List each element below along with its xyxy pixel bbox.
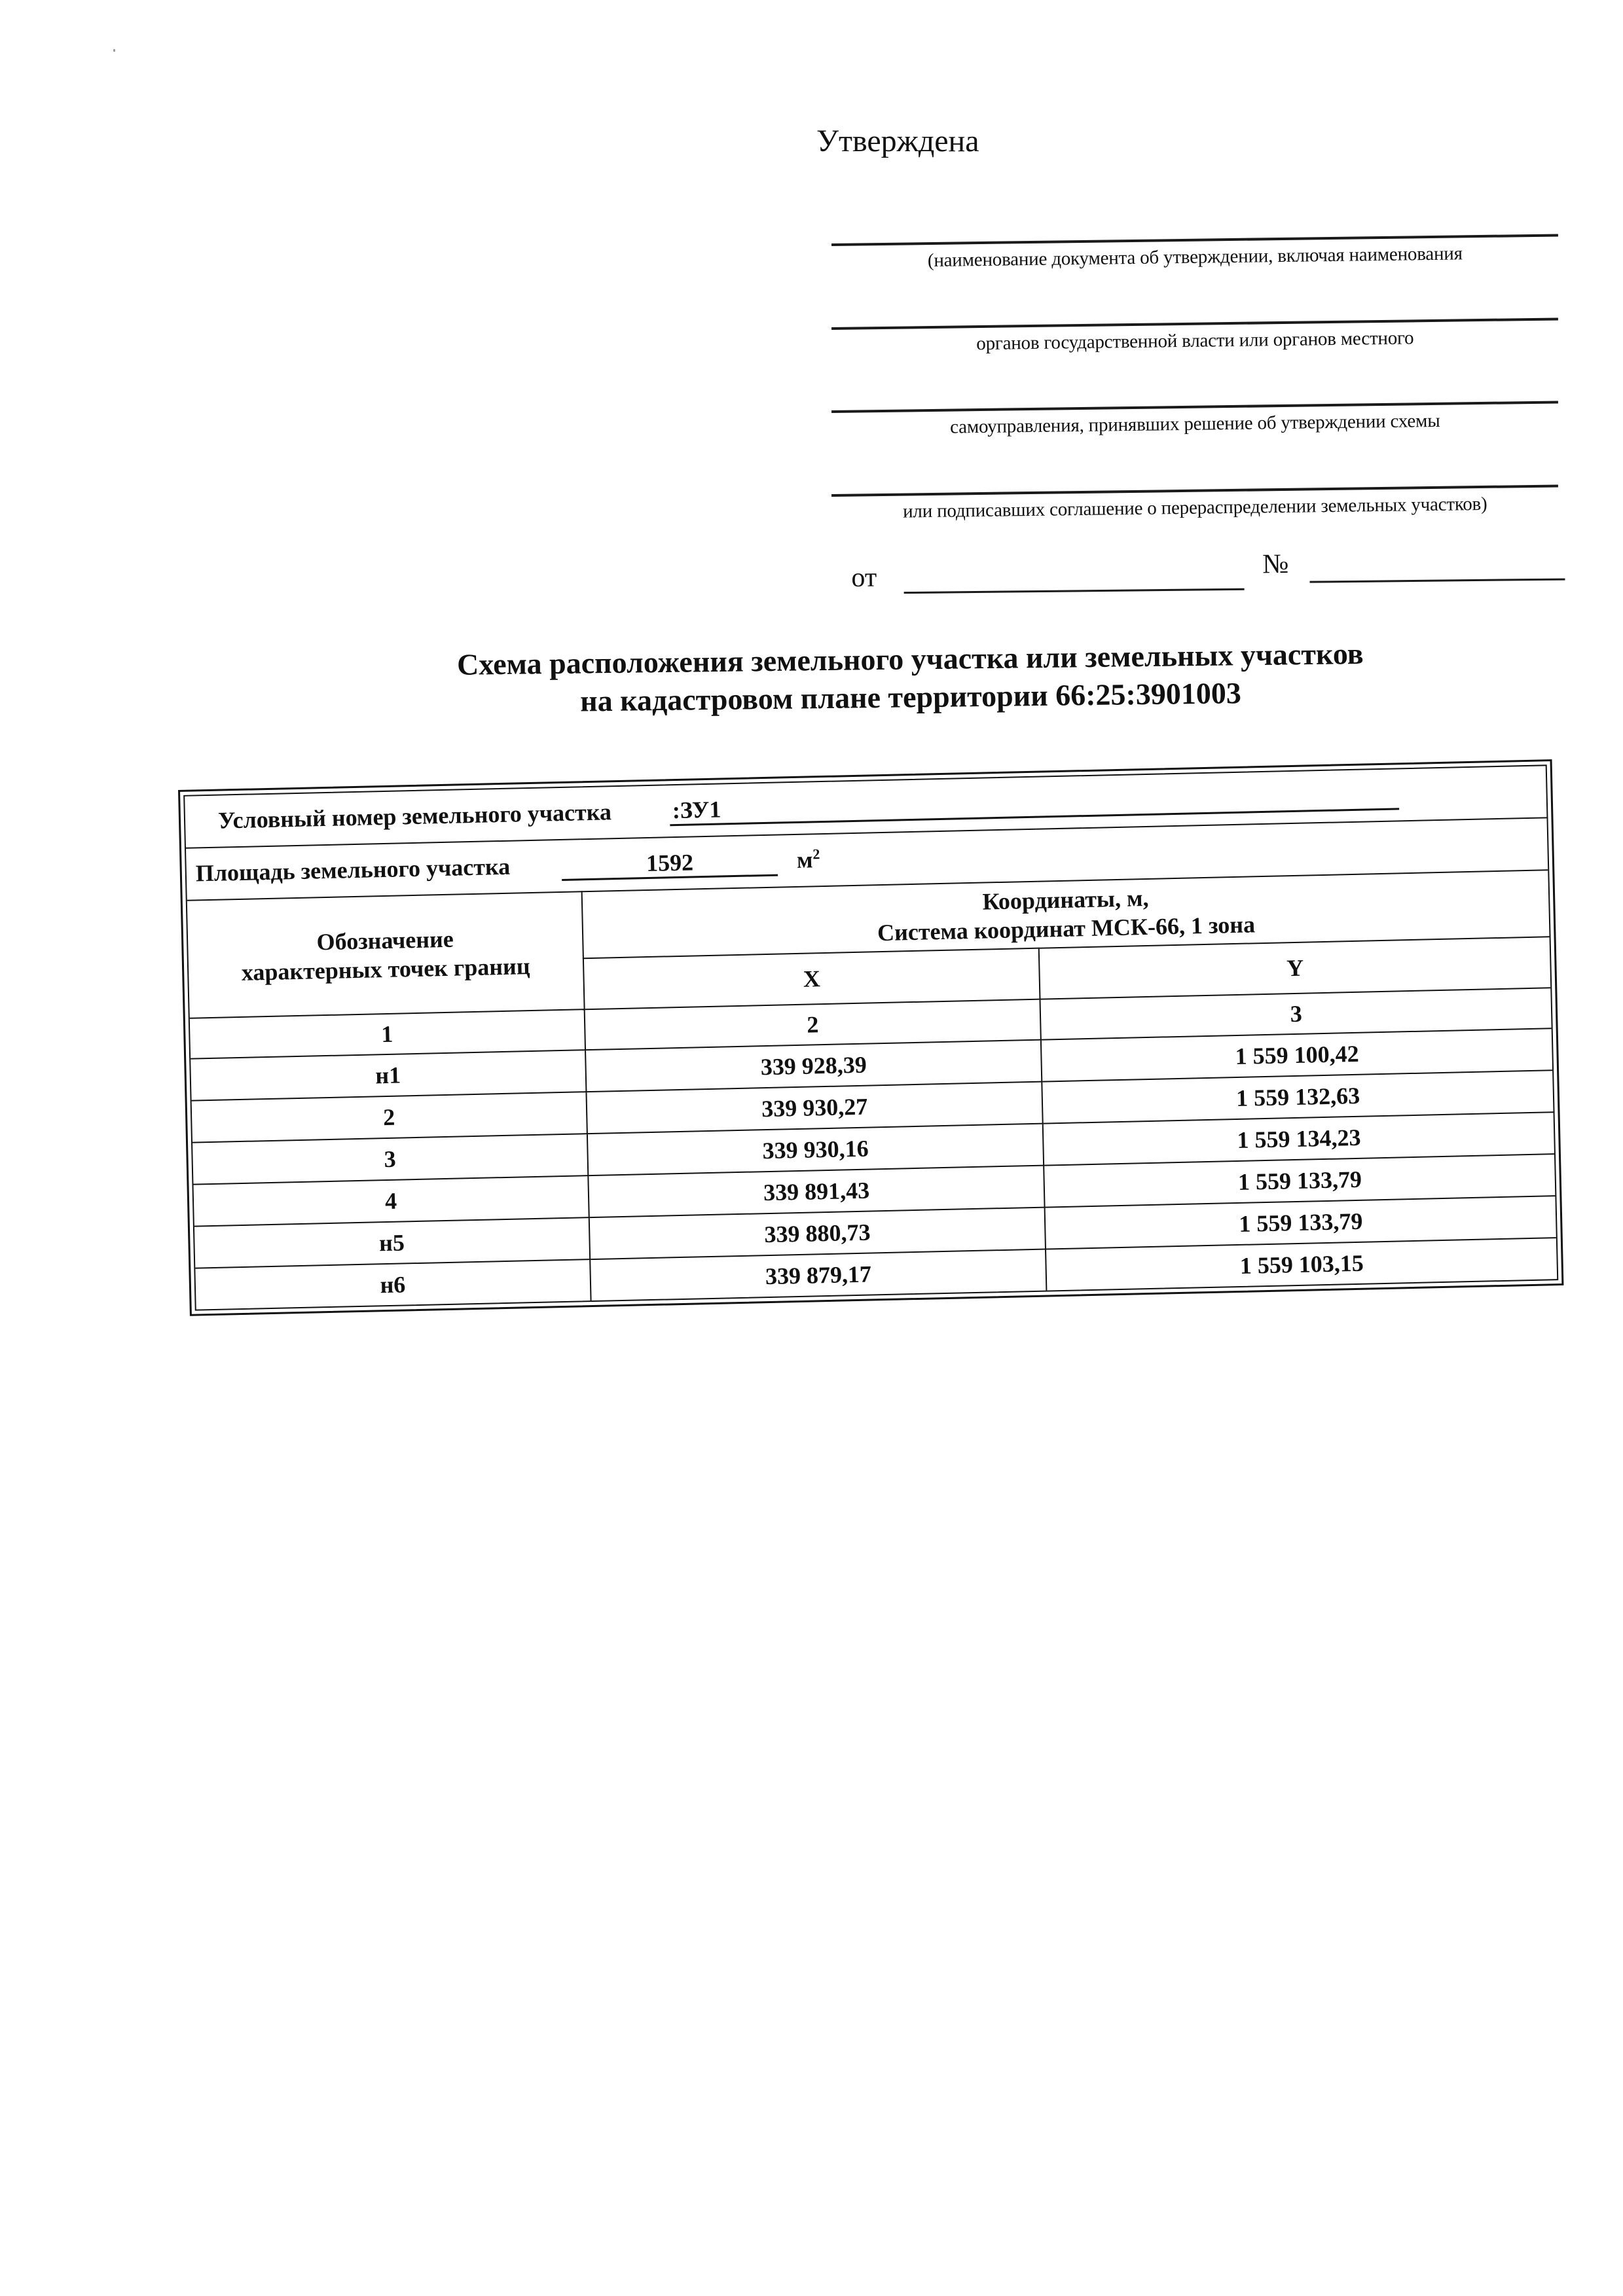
point-name: 2 [192,1092,587,1142]
parcel-id-value: :ЗУ1 [669,780,1399,826]
point-header-line-2: характерных точек границ [241,953,530,986]
y-coordinate: 1 559 134,23 [1043,1112,1554,1165]
date-blank-field[interactable] [904,588,1245,594]
approval-heading: Утверждена [816,124,979,158]
column-number-2: 2 [585,999,1042,1050]
point-name: н6 [195,1259,591,1309]
approval-caption-4: или подписавших соглашение о перераспределении земельных участков) [902,493,1487,522]
point-name: 4 [193,1175,589,1226]
x-coordinate: 339 879,17 [590,1249,1047,1301]
coordinates-table-inner-frame [183,764,1558,1310]
from-label: от [851,562,877,593]
approval-line-1 [831,234,1558,273]
point-name: н1 [191,1050,586,1100]
y-coordinate: 1 559 132,63 [1042,1070,1554,1123]
number-blank-field[interactable] [1309,579,1565,583]
approval-line-3 [831,401,1558,440]
point-designation-header [187,891,585,1018]
number-sign: № [1262,549,1289,580]
x-coordinate: 339 928,39 [585,1040,1042,1092]
approval-date-number-row [851,546,1565,599]
point-name: н5 [194,1217,590,1268]
area-unit-text: м [796,846,813,873]
x-coordinate: 339 930,16 [587,1124,1044,1176]
approval-line-4 [831,484,1558,524]
title-line-1: Схема расположения земельного участка или земельных участков [456,636,1364,681]
x-coordinate: 339 880,73 [589,1208,1046,1260]
coordinates-table [185,766,1557,1309]
parcel-area-value: 1592 [562,846,778,880]
x-coordinate: 339 891,43 [588,1166,1045,1218]
title-line-2: на кадастровом плане территории 66:25:3901003 [579,676,1242,718]
approval-caption-3: самоуправления, принявших решение об утверждении схемы [949,410,1440,438]
parcel-area-unit [797,846,820,873]
approval-caption-1: (наименование документа об утверждении, включая наименования [927,243,1463,272]
parcel-area-label: Площадь земельного участка [195,853,511,886]
column-number-3: 3 [1040,988,1552,1039]
document-title [288,633,1533,724]
y-coordinate: 1 559 133,79 [1044,1154,1556,1207]
y-coordinate: 1 559 133,79 [1045,1196,1556,1249]
area-unit-superscript: 2 [812,845,820,862]
coordinates-table-frame [178,759,1563,1316]
x-header: X [583,948,1040,1010]
y-coordinate: 1 559 103,15 [1046,1238,1557,1290]
approval-line-2 [831,317,1558,357]
parcel-id-label: Условный номер земельного участка [217,798,612,834]
scan-speck [113,49,115,52]
point-name: 3 [192,1134,588,1184]
column-number-1: 1 [190,1009,585,1058]
coordinates-header-line-2: Система координат МСК-66, 1 зона [877,911,1256,946]
x-coordinate: 339 930,27 [586,1082,1043,1134]
approval-caption-2: органов государственной власти или органов местного [976,327,1414,355]
point-header-line-1: Обозначение [316,925,454,956]
coordinates-header-line-1: Координаты, м, [982,884,1149,915]
y-coordinate: 1 559 100,42 [1041,1028,1552,1081]
y-header: Y [1039,937,1550,999]
